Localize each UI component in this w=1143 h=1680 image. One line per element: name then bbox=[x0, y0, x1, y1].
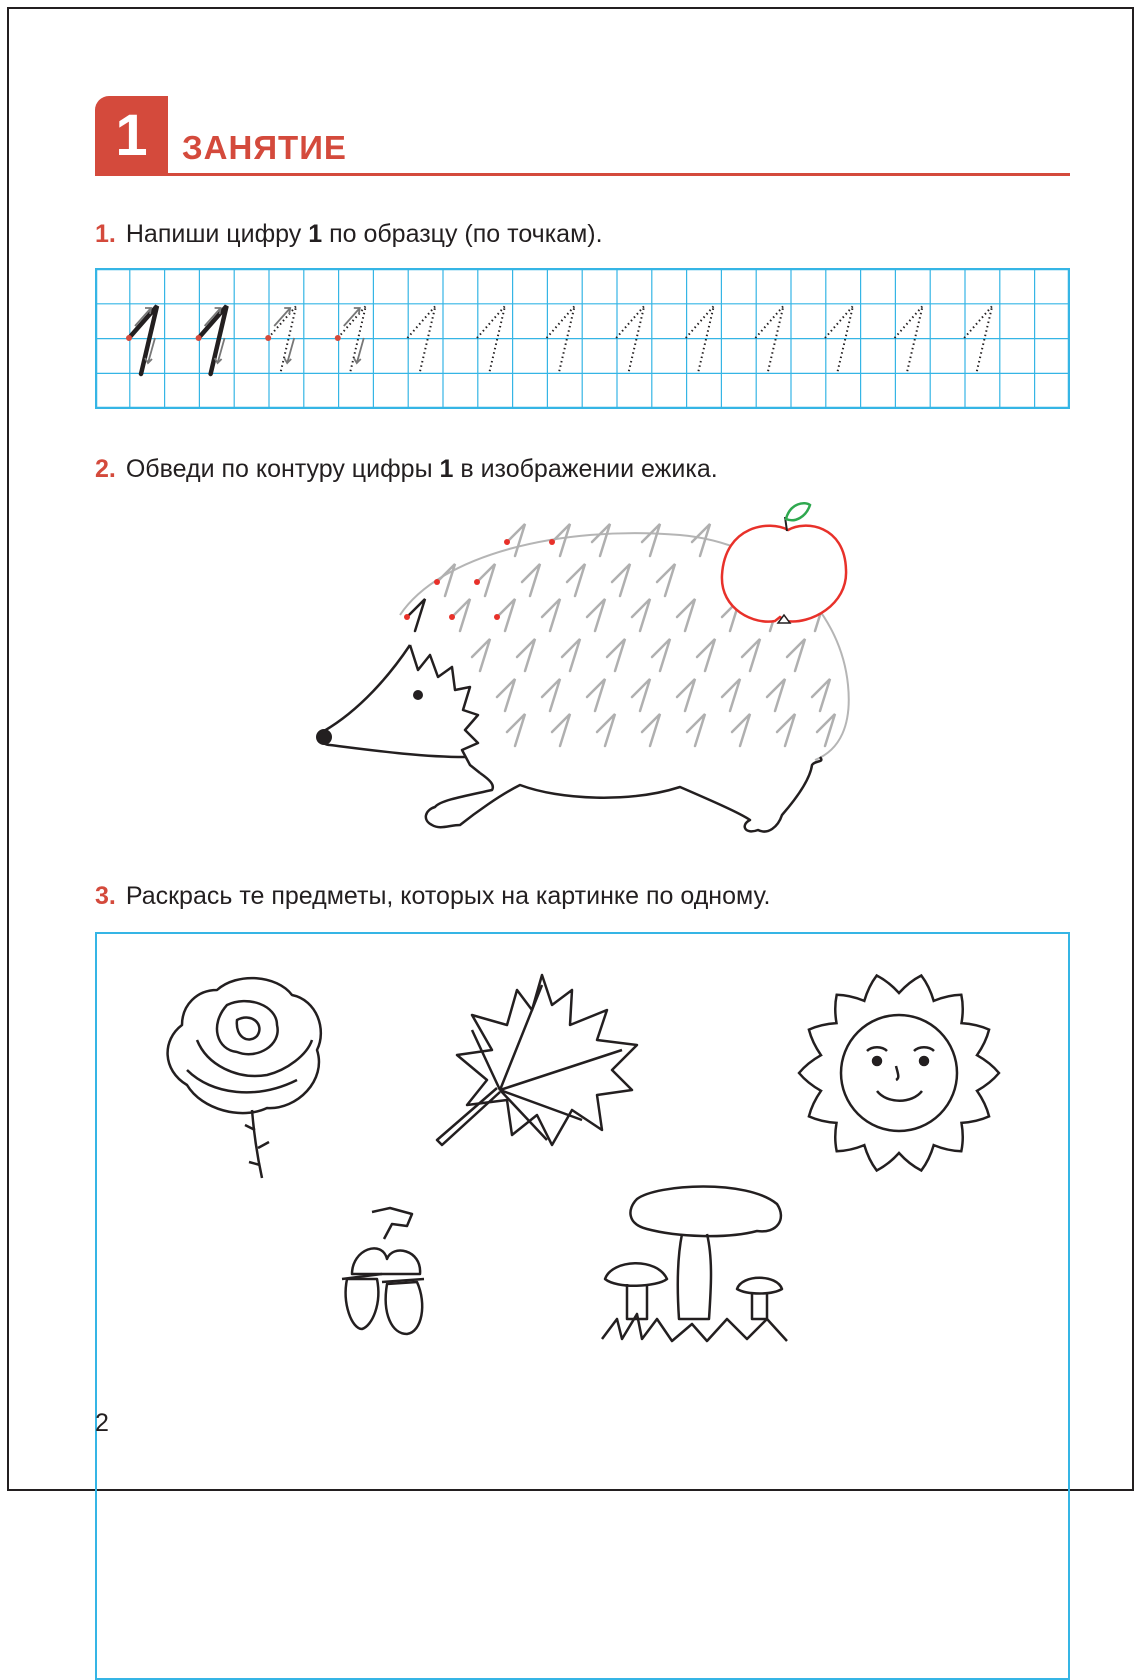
trace-digit-one bbox=[452, 599, 470, 631]
trace-digit-one bbox=[787, 639, 805, 671]
trace-digit-one bbox=[407, 306, 435, 374]
apple-icon bbox=[722, 503, 846, 623]
trace-digit-one bbox=[642, 524, 660, 556]
trace-digit-one bbox=[477, 306, 505, 374]
trace-digit-one bbox=[547, 306, 575, 374]
trace-digit-one bbox=[657, 564, 675, 596]
sample-digit-one bbox=[196, 306, 227, 374]
trace-digit-one bbox=[677, 679, 695, 711]
trace-digit-one bbox=[437, 564, 455, 596]
writing-grid[interactable] bbox=[95, 268, 1070, 414]
task-text: Раскрась те предметы, которых на картинке по одному. bbox=[125, 882, 771, 910]
task-3-instruction bbox=[95, 881, 770, 911]
trace-digit-one bbox=[552, 714, 570, 746]
hedgehog-illustration[interactable] bbox=[300, 495, 860, 850]
rose-icon[interactable] bbox=[157, 970, 337, 1180]
trace-digit-one bbox=[335, 306, 366, 374]
maple-leaf-icon[interactable] bbox=[432, 970, 647, 1155]
trace-digit-one bbox=[592, 524, 610, 556]
page-number: 2 bbox=[95, 1409, 109, 1437]
trace-digit-one bbox=[722, 679, 740, 711]
task-number: 2. bbox=[95, 455, 116, 483]
trace-digit-one bbox=[597, 714, 615, 746]
trace-digit-one bbox=[507, 714, 525, 746]
start-dot bbox=[549, 539, 555, 545]
trace-digit-one bbox=[616, 306, 644, 374]
task-number: 1. bbox=[95, 220, 116, 248]
acorns-icon[interactable] bbox=[332, 1204, 442, 1354]
trace-digit-one bbox=[687, 714, 705, 746]
trace-digit-one bbox=[732, 714, 750, 746]
hedgehog-nose bbox=[316, 729, 332, 745]
task-number: 3. bbox=[95, 882, 116, 910]
start-dot bbox=[449, 614, 455, 620]
trace-digit-one bbox=[742, 639, 760, 671]
trace-digit-one bbox=[507, 524, 525, 556]
trace-digit-one bbox=[472, 639, 490, 671]
task-text: Обведи по контуру цифры 1 в изображении ежика. bbox=[125, 455, 718, 483]
trace-digit-one bbox=[562, 639, 580, 671]
trace-digit-one bbox=[767, 679, 785, 711]
trace-digit-one bbox=[607, 639, 625, 671]
hedgehog-body bbox=[426, 757, 822, 832]
trace-digit-one bbox=[652, 639, 670, 671]
trace-digit-one bbox=[817, 714, 835, 746]
trace-digit-one bbox=[825, 306, 853, 374]
trace-digit-one bbox=[777, 714, 795, 746]
trace-digit-one bbox=[642, 714, 660, 746]
trace-digit-one bbox=[812, 679, 830, 711]
trace-digit-one bbox=[895, 306, 923, 374]
start-dot bbox=[404, 614, 410, 620]
trace-digit-one bbox=[517, 639, 535, 671]
trace-digit-one bbox=[755, 306, 783, 374]
hedgehog-face bbox=[321, 645, 465, 757]
lesson-number: 1 bbox=[115, 103, 148, 168]
trace-digit-one bbox=[497, 679, 515, 711]
hedgehog-head-spikes bbox=[410, 645, 480, 773]
task-2-instruction bbox=[95, 454, 718, 484]
hedgehog-eye bbox=[413, 690, 423, 700]
trace-digit-one bbox=[632, 599, 650, 631]
lesson-title: ЗАНЯТИЕ bbox=[182, 129, 347, 166]
sample-digit-one bbox=[126, 306, 157, 374]
trace-digit-one bbox=[542, 599, 560, 631]
sun-icon[interactable] bbox=[792, 966, 1007, 1181]
start-dot bbox=[494, 614, 500, 620]
trace-digit-one bbox=[964, 306, 992, 374]
trace-digit-one bbox=[567, 564, 585, 596]
trace-digit-one bbox=[497, 599, 515, 631]
trace-digit-one bbox=[587, 599, 605, 631]
trace-digit-one bbox=[677, 599, 695, 631]
trace-digit-one bbox=[697, 639, 715, 671]
task-1-instruction bbox=[95, 219, 603, 249]
pictures-frame bbox=[95, 932, 1070, 1680]
trace-digit-one bbox=[612, 564, 630, 596]
trace-digit-one bbox=[265, 306, 296, 374]
trace-digit-one bbox=[587, 679, 605, 711]
header-divider bbox=[95, 173, 1070, 176]
trace-digit-one bbox=[552, 524, 570, 556]
trace-digit-one bbox=[542, 679, 560, 711]
task-text: Напиши цифру 1 по образцу (по точкам). bbox=[125, 220, 603, 248]
mushrooms-icon[interactable] bbox=[597, 1179, 802, 1359]
start-dot bbox=[434, 579, 440, 585]
trace-digit-one bbox=[477, 564, 495, 596]
trace-digit-one bbox=[522, 564, 540, 596]
start-dot bbox=[504, 539, 510, 545]
trace-digit-one bbox=[632, 679, 650, 711]
trace-digit-one bbox=[686, 306, 714, 374]
start-dot bbox=[474, 579, 480, 585]
